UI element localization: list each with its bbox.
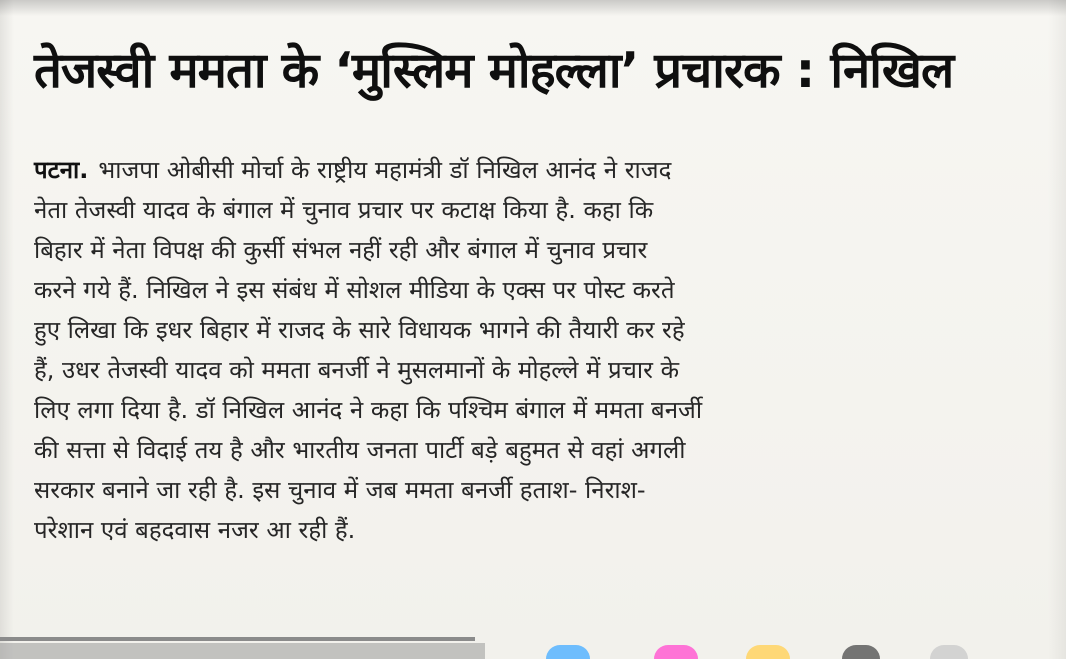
top-print-bleed xyxy=(0,0,1066,16)
cyan-registration-mark xyxy=(546,645,590,659)
left-page-shadow xyxy=(0,0,14,659)
article-line-9: सरकार बनाने जा रही है. इस चुनाव में जब ममता बनर्जी हताश- निराश- xyxy=(34,476,646,504)
article-line-8: की सत्ता से विदाई तय है और भारतीय जनता पार्टी बड़े बहुमत से वहां अगली xyxy=(34,436,686,464)
article-line-6: हैं, उधर तेजस्वी यादव को ममता बनर्जी ने मुसलमानों के मोहल्ले में प्रचार के xyxy=(34,356,680,384)
article-line-10: परेशान एवं बहदवास नजर आ रही हैं. xyxy=(34,516,356,544)
light-registration-mark xyxy=(930,645,968,659)
article-line-1-text: भाजपा ओबीसी मोर्चा के राष्ट्रीय महामंत्री डॉ निखिल आनंद ने राजद xyxy=(98,156,672,184)
right-page-edge xyxy=(1048,0,1066,659)
article-body xyxy=(34,150,1004,550)
bottom-column-rule xyxy=(0,637,475,641)
bottom-column-shadow xyxy=(0,643,485,659)
yellow-registration-mark xyxy=(746,645,790,659)
article-line-7: लिए लगा दिया है. डॉ निखिल आनंद ने कहा कि पश्चिम बंगाल में ममता बनर्जी xyxy=(34,396,703,424)
gray-registration-mark xyxy=(842,645,880,659)
article-line-4: करने गये हैं. निखिल ने इस संबंध में सोशल मीडिया के एक्स पर पोस्ट करते xyxy=(34,276,675,304)
article-dateline: पटना. xyxy=(34,156,89,184)
article-line-3: बिहार में नेता विपक्ष की कुर्सी संभल नहीं रही और बंगाल में चुनाव प्रचार xyxy=(34,236,648,264)
magenta-registration-mark xyxy=(654,645,698,659)
article-line-1 xyxy=(34,150,1004,190)
article-line-2: नेता तेजस्वी यादव के बंगाल में चुनाव प्रचार पर कटाक्ष किया है. कहा कि xyxy=(34,196,654,224)
article-headline: तेजस्वी ममता के ‘मुस्लिम मोहल्ला’ प्रचारक : निखिल xyxy=(34,42,954,99)
article-line-5: हुए लिखा कि इधर बिहार में राजद के सारे विधायक भागने की तैयारी कर रहे xyxy=(34,316,685,344)
